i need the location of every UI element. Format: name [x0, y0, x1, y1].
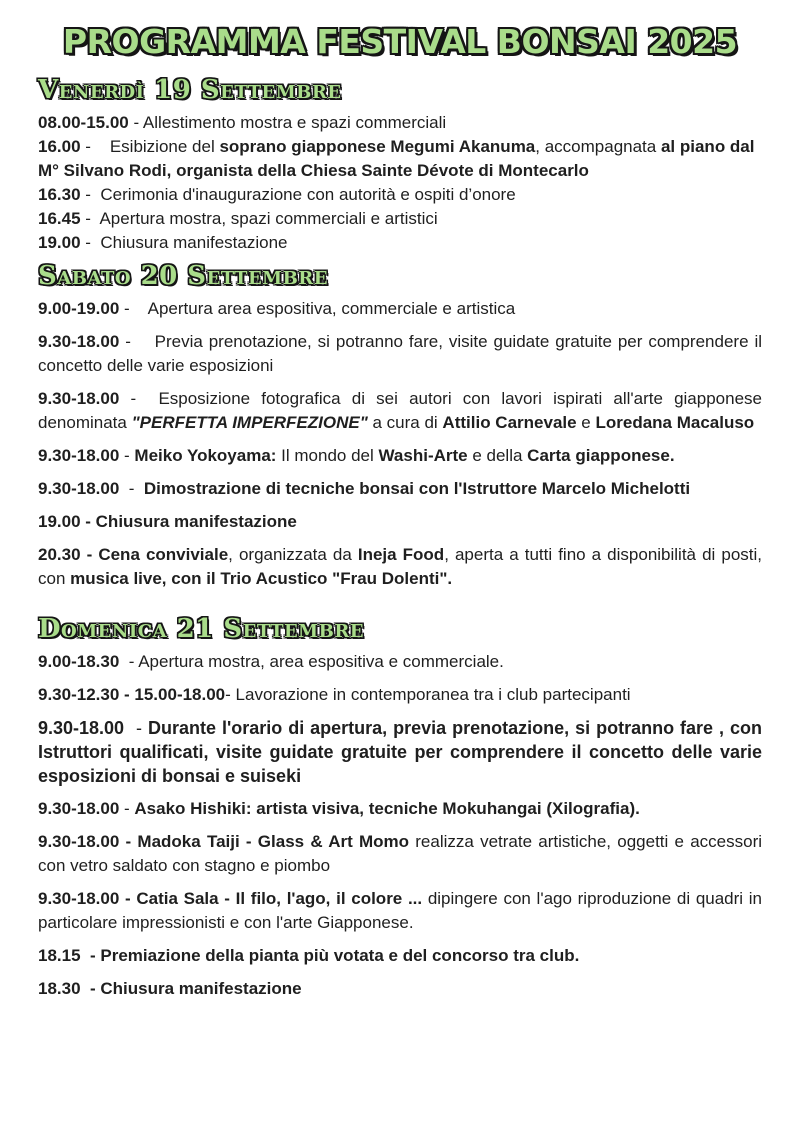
schedule-item: 20.30 - Cena conviviale, organizzata da Ineja Food, aperta a tutti fino a disponibilità di posti, con musica live, con il Trio Acustico "Frau Dolenti". [38, 545, 762, 588]
schedule-item: 9.30-18.00 - Catia Sala - Il filo, l'ago, il colore ... dipingere con l'ago riproduzione di quadri in particolare impressionisti e con l'arte Giapponese. [38, 889, 763, 932]
schedule-item: 9.00-19.00 - Apertura area espositiva, commerciale e artistica [38, 299, 516, 318]
day-heading: Domenica 21 Settembre [38, 614, 365, 644]
day-section-friday [38, 75, 762, 255]
schedule-item: 9.30-18.00 - Asako Hishiki: artista visiva, tecniche Mokuhangai (Xilografia). [38, 799, 640, 818]
schedule-item: 9.30-18.00 - Dimostrazione di tecniche bonsai con l'Istruttore Marcelo Michelotti [38, 479, 691, 498]
schedule-item: 9.30-18.00 - Previa prenotazione, si potranno fare, visite guidate gratuite per comprendere il concetto delle varie esposizioni [38, 332, 763, 375]
schedule-item: 18.30 - Chiusura manifestazione [38, 979, 302, 998]
schedule-item: 9.30-18.00 - Meiko Yokoyama: Il mondo del Washi-Arte e della Carta giapponese. [38, 446, 675, 465]
schedule-item: 16.00 - Esibizione del soprano giapponese Megumi Akanuma, accompagnata al piano dal M° Silvano Rodi, organista della Chiesa Sainte Dévote di Montecarlo [38, 137, 755, 180]
schedule-item: 16.45 - Apertura mostra, spazi commerciali e artistici [38, 209, 438, 228]
schedule-item: 19.00 - Chiusura manifestazione [38, 233, 288, 252]
day-heading: Venerdì 19 Settembre [38, 75, 342, 105]
page-title: PROGRAMMA FESTIVAL BONSAI 2025 [62, 22, 738, 61]
day-section-sunday [38, 614, 762, 1001]
schedule-item: 18.15 - Premiazione della pianta più votata e del concorso tra club. [38, 946, 580, 965]
day-heading: Sabato 20 Settembre [38, 261, 328, 291]
schedule-item: 16.30 - Cerimonia d'inaugurazione con autorità e ospiti d’onore [38, 185, 516, 204]
schedule-item: 9.30-18.00 - Madoka Taiji - Glass & Art Momo realizza vetrate artistiche, oggetti e accessori con vetro saldato con stagno e piombo [38, 832, 763, 875]
schedule-item: 9.30-18.00 - Durante l'orario di apertura, previa prenotazione, si potranno fare , con Istruttori qualificati, visite guidate gratuite per comprendere il concetto delle varie esposizioni di bonsai e suiseki [38, 718, 762, 786]
schedule-item: 08.00-15.00 - Allestimento mostra e spazi commerciali [38, 113, 447, 132]
schedule-item: 9.30-12.30 - 15.00-18.00- Lavorazione in contemporanea tra i club partecipanti [38, 685, 631, 704]
day-section-saturday [38, 261, 762, 591]
schedule-item: 19.00 - Chiusura manifestazione [38, 512, 297, 531]
schedule-item: 9.00-18.30 - Apertura mostra, area espositiva e commerciale. [38, 652, 504, 671]
schedule-item: 9.30-18.00 - Esposizione fotografica di sei autori con lavori ispirati all'arte giapponese denominata "PERFETTA IMPERFEZIONE" a cura di Attilio Carnevale e Loredana Macaluso [38, 389, 762, 432]
